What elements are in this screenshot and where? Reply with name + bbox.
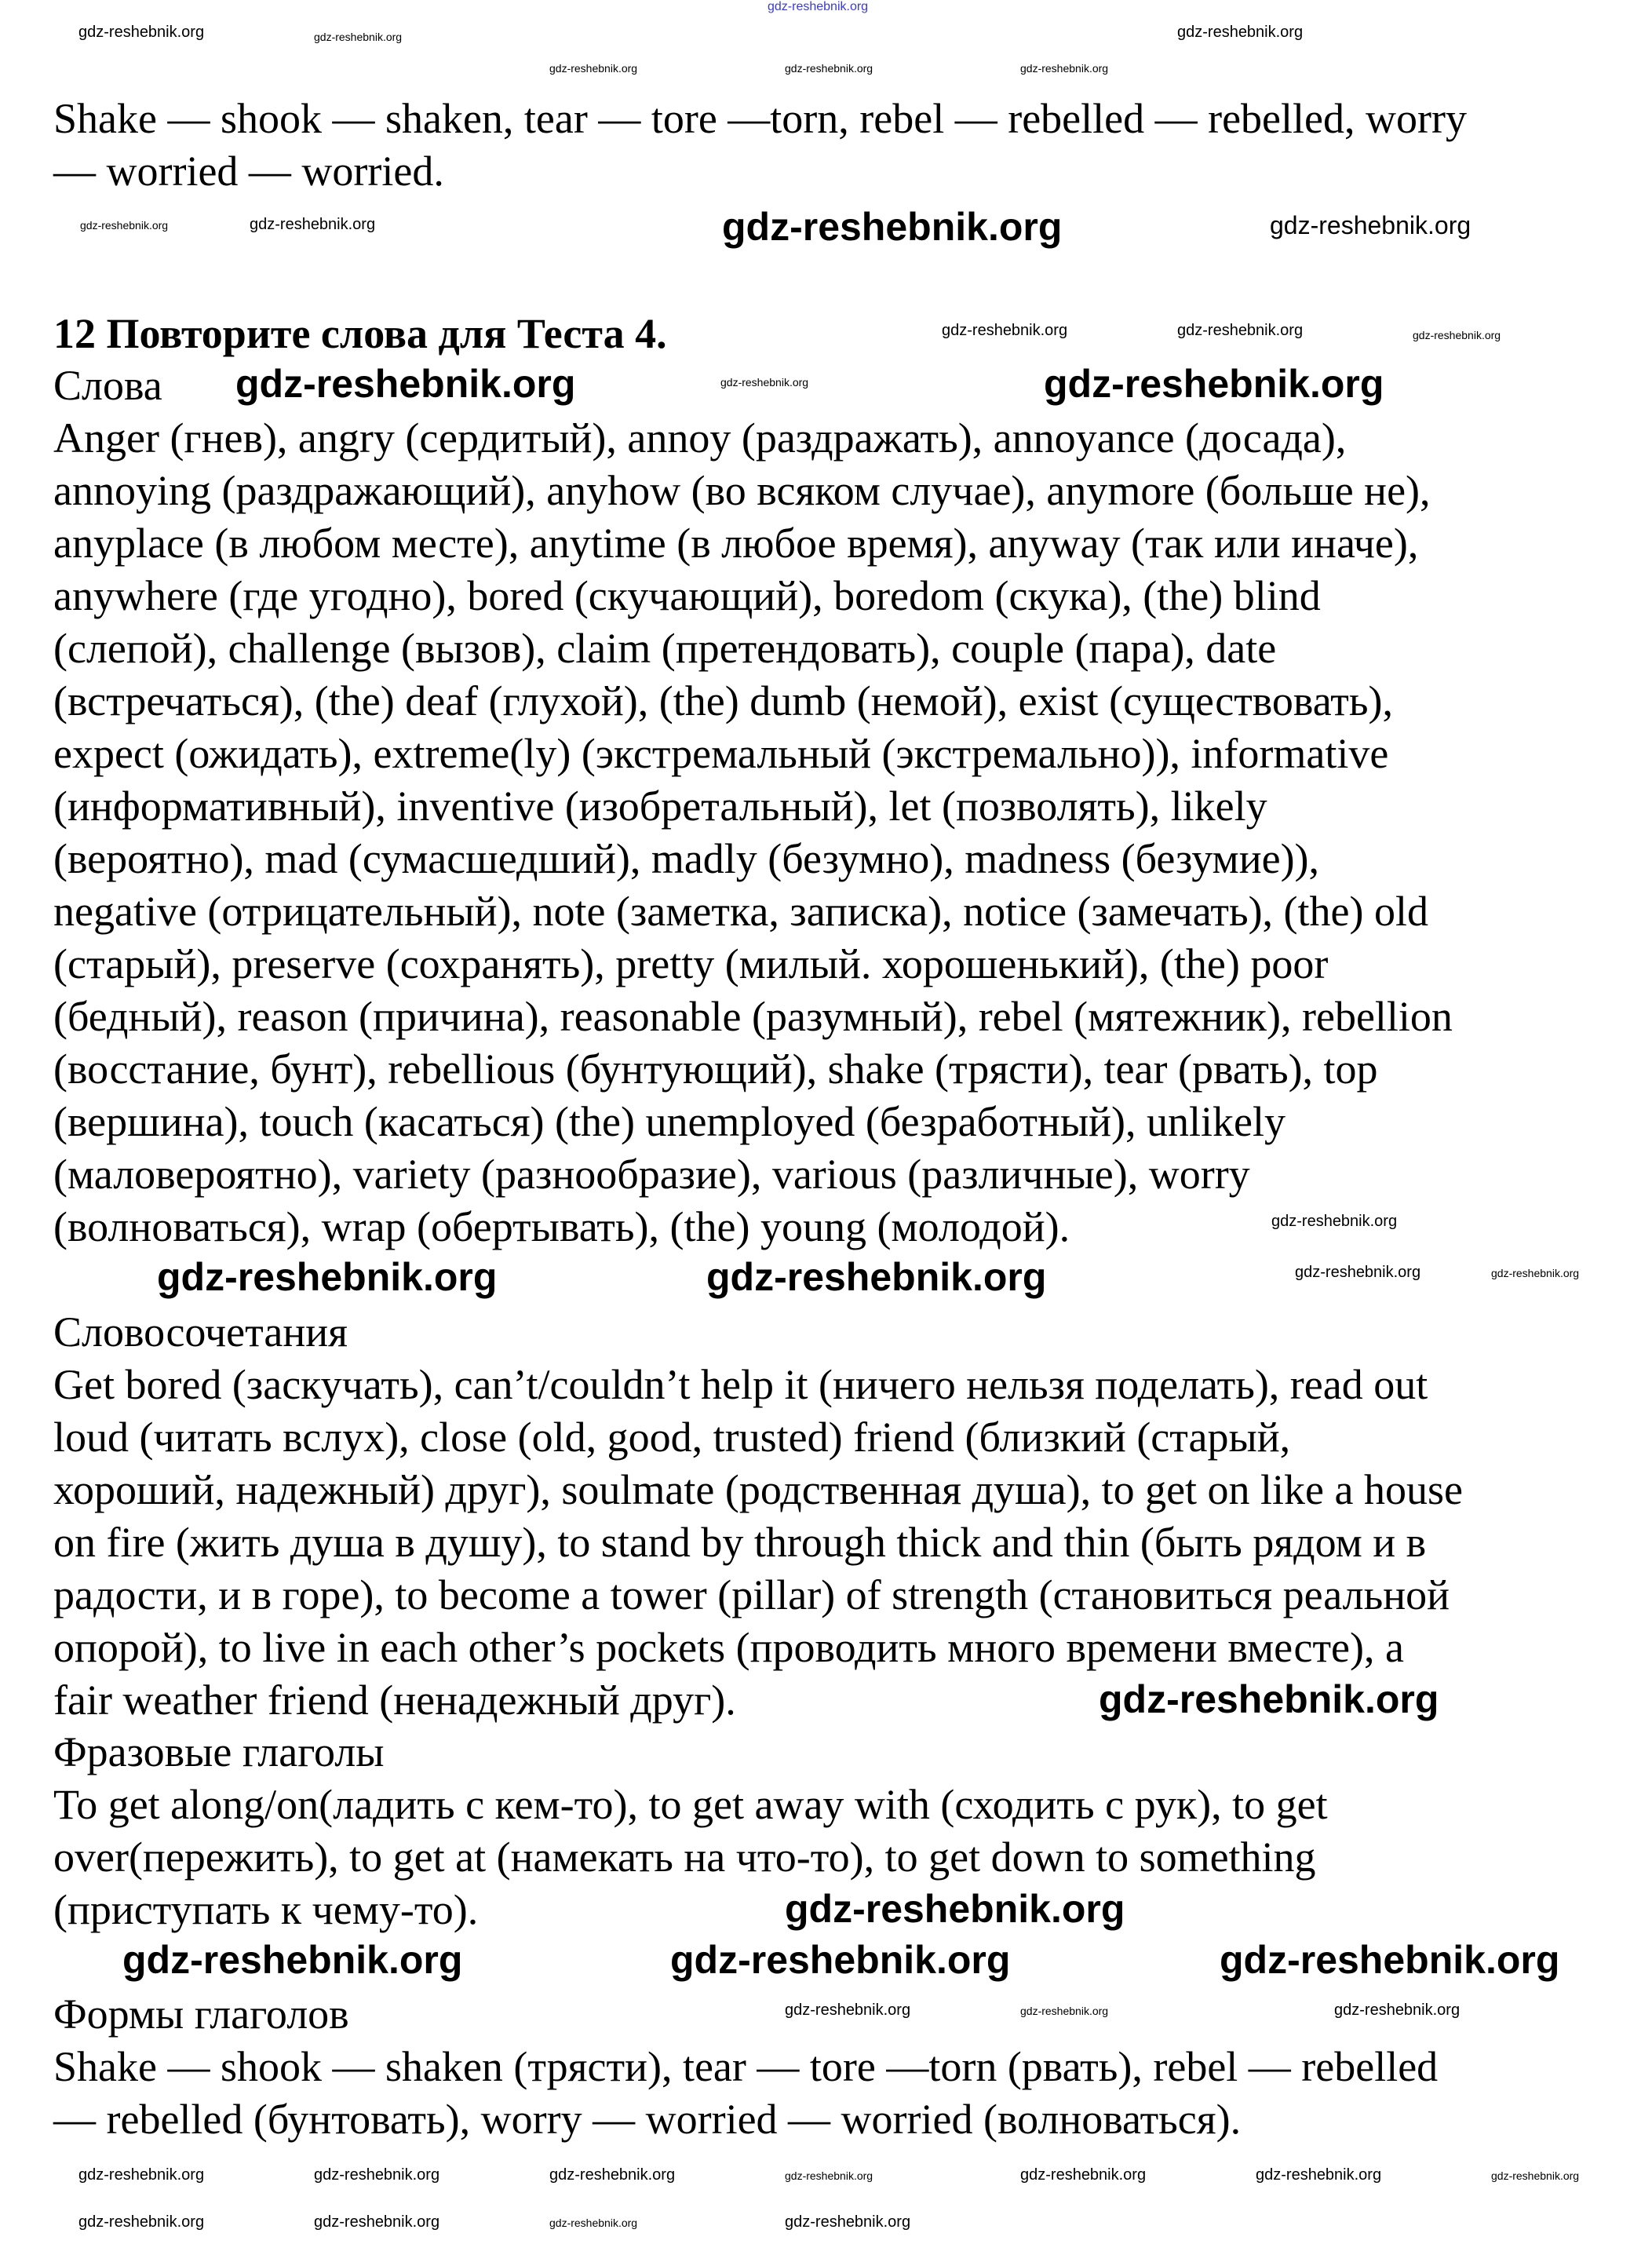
watermark: gdz-reshebnik.org: [314, 31, 403, 43]
watermark: gdz-reshebnik.org: [1177, 24, 1304, 41]
watermark: gdz-reshebnik.org: [78, 2166, 205, 2184]
collocations-section: [53, 1306, 1463, 1727]
text-line: (старый), preserve (сохранять), pretty (милый. хорошенький), (the) poor: [53, 940, 1329, 987]
words-lines: [53, 412, 1453, 1253]
text-line: (встречаться), (the) deaf (глухой), (the) dumb (немой), exist (существовать),: [53, 677, 1393, 724]
text-line: — worried — worried.: [53, 148, 444, 195]
text-line: (приступать к чему-то).: [53, 1886, 479, 1933]
verb-forms-section: [53, 1988, 1438, 2146]
text-line: (слепой), challenge (вызов), claim (претендовать), couple (пара), date: [53, 625, 1277, 672]
text-line: (волноваться), wrap (обертывать), (the) young (молодой).: [53, 1203, 1070, 1250]
text-line: anywhere (где угодно), bored (скучающий), boredom (скука), (the) blind: [53, 572, 1321, 619]
section-label: Слова: [53, 362, 162, 409]
watermark: gdz-reshebnik.org: [549, 2166, 676, 2184]
text-line: fair weather friend (ненадежный друг).: [53, 1677, 736, 1724]
text-line: Shake — shook — shaken, tear — tore —torn, rebel — rebelled — rebelled, worry: [53, 95, 1467, 142]
watermark: gdz-reshebnik.org: [1220, 1938, 1560, 1982]
watermark: gdz-reshebnik.org: [785, 2169, 873, 2182]
text-line: хороший, надежный) друг), soulmate (родственная душа), to get on like a house: [53, 1466, 1463, 1513]
watermark: gdz-reshebnik.org: [1413, 329, 1501, 341]
watermark: gdz-reshebnik.org: [1270, 211, 1471, 239]
watermark: gdz-reshebnik.org: [80, 219, 169, 232]
watermark: gdz-reshebnik.org: [235, 362, 576, 406]
text-line: loud (читать вслух), close (old, good, trusted) friend (близкий (старый,: [53, 1414, 1291, 1461]
text-line: (маловероятно), variety (разнообразие), various (различные), worry: [53, 1151, 1250, 1198]
watermark: gdz-reshebnik.org: [768, 0, 869, 13]
phrasal-verbs-section: [53, 1726, 1328, 1936]
watermark: gdz-reshebnik.org: [1295, 1264, 1421, 1281]
task-heading: 12 Повторите слова для Теста 4.: [53, 310, 667, 357]
watermark: gdz-reshebnik.org: [78, 24, 205, 41]
text-line: annoying (раздражающий), anyhow (во всяком случае), anymore (больше не),: [53, 467, 1431, 514]
section-label: Формы глаголов: [53, 1990, 349, 2038]
watermark: gdz-reshebnik.org: [1271, 1213, 1398, 1230]
phrasal-verbs-lines: [53, 1779, 1328, 1936]
text-line: expect (ожидать), extreme(ly) (экстремальный (экстремально)), informative: [53, 730, 1389, 777]
text-line: (информативный), inventive (изобретальный), let (позволять), likely: [53, 783, 1267, 830]
watermark: gdz-reshebnik.org: [785, 1887, 1125, 1931]
watermark: gdz-reshebnik.org: [670, 1938, 1011, 1982]
text-line: Anger (гнев), angry (сердитый), annoy (раздражать), annoyance (досада),: [53, 414, 1347, 462]
text-line: Get bored (заскучать), can’t/couldn’t help it (ничего нельзя поделать), read out: [53, 1361, 1428, 1408]
watermark: gdz-reshebnik.org: [1177, 322, 1304, 339]
watermark: gdz-reshebnik.org: [1020, 2166, 1147, 2184]
watermark: gdz-reshebnik.org: [785, 2213, 911, 2231]
text-line: over(пережить), to get at (намекать на что-то), to get down to something: [53, 1834, 1316, 1881]
watermark: gdz-reshebnik.org: [1020, 2005, 1109, 2017]
text-line: on fire (жить душа в душу), to stand by through thick and thin (быть рядом и в: [53, 1519, 1427, 1566]
watermark: gdz-reshebnik.org: [785, 62, 873, 75]
watermark: gdz-reshebnik.org: [1334, 2001, 1461, 2019]
text-line: (вершина), touch (касаться) (the) unemployed (безработный), unlikely: [53, 1098, 1285, 1145]
watermark: gdz-reshebnik.org: [706, 1255, 1047, 1299]
text-line: опорой), to live in each other’s pockets (проводить много времени вместе), a: [53, 1624, 1404, 1671]
section-label: Фразовые глаголы: [53, 1728, 385, 1775]
watermark: gdz-reshebnik.org: [122, 1938, 463, 1982]
watermark: gdz-reshebnik.org: [1020, 62, 1109, 75]
watermark: gdz-reshebnik.org: [785, 2001, 911, 2019]
intro-paragraph: [53, 93, 1467, 198]
collocations-lines: [53, 1359, 1463, 1727]
words-section: [53, 359, 1453, 1253]
text-line: (бедный), reason (причина), reasonable (разумный), rebel (мятежник), rebellion: [53, 993, 1453, 1040]
section-label: Словосочетания: [53, 1308, 348, 1356]
watermark: gdz-reshebnik.org: [157, 1255, 498, 1299]
watermark: gdz-reshebnik.org: [78, 2213, 205, 2231]
watermark: gdz-reshebnik.org: [942, 322, 1068, 339]
text-line: negative (отрицательный), note (заметка, записка), notice (замечать), (the) old: [53, 888, 1428, 935]
watermark: gdz-reshebnik.org: [1044, 362, 1384, 406]
text-line: Shake — shook — shaken (трясти), tear — tore —torn (рвать), rebel — rebelled: [53, 2043, 1439, 2090]
watermark: gdz-reshebnik.org: [549, 62, 638, 75]
verb-forms-lines: [53, 2041, 1438, 2146]
watermark: gdz-reshebnik.org: [1099, 1677, 1439, 1721]
text-line: anyplace (в любом месте), anytime (в любое время), anyway (так или иначе),: [53, 520, 1419, 567]
watermark: gdz-reshebnik.org: [549, 2217, 638, 2229]
watermark: gdz-reshebnik.org: [250, 216, 376, 233]
watermark: gdz-reshebnik.org: [1491, 2169, 1580, 2182]
text-line: — rebelled (бунтовать), worry — worried — worried (волноваться).: [53, 2096, 1242, 2143]
watermark: gdz-reshebnik.org: [720, 376, 809, 389]
watermark: gdz-reshebnik.org: [1491, 1267, 1580, 1279]
watermark: gdz-reshebnik.org: [1256, 2166, 1382, 2184]
watermark: gdz-reshebnik.org: [314, 2213, 440, 2231]
watermark: gdz-reshebnik.org: [314, 2166, 440, 2184]
text-line: (вероятно), mad (сумасшедший), madly (безумно), madness (безумие)),: [53, 835, 1320, 882]
text-line: To get along/on(ладить с кем-то), to get away with (сходить с рук), to get: [53, 1781, 1328, 1828]
watermark: gdz-reshebnik.org: [722, 205, 1063, 249]
text-line: радости, и в горе), to become a tower (pillar) of strength (становиться реальной: [53, 1571, 1450, 1618]
text-line: (восстание, бунт), rebellious (бунтующий), shake (трясти), tear (рвать), top: [53, 1045, 1378, 1093]
